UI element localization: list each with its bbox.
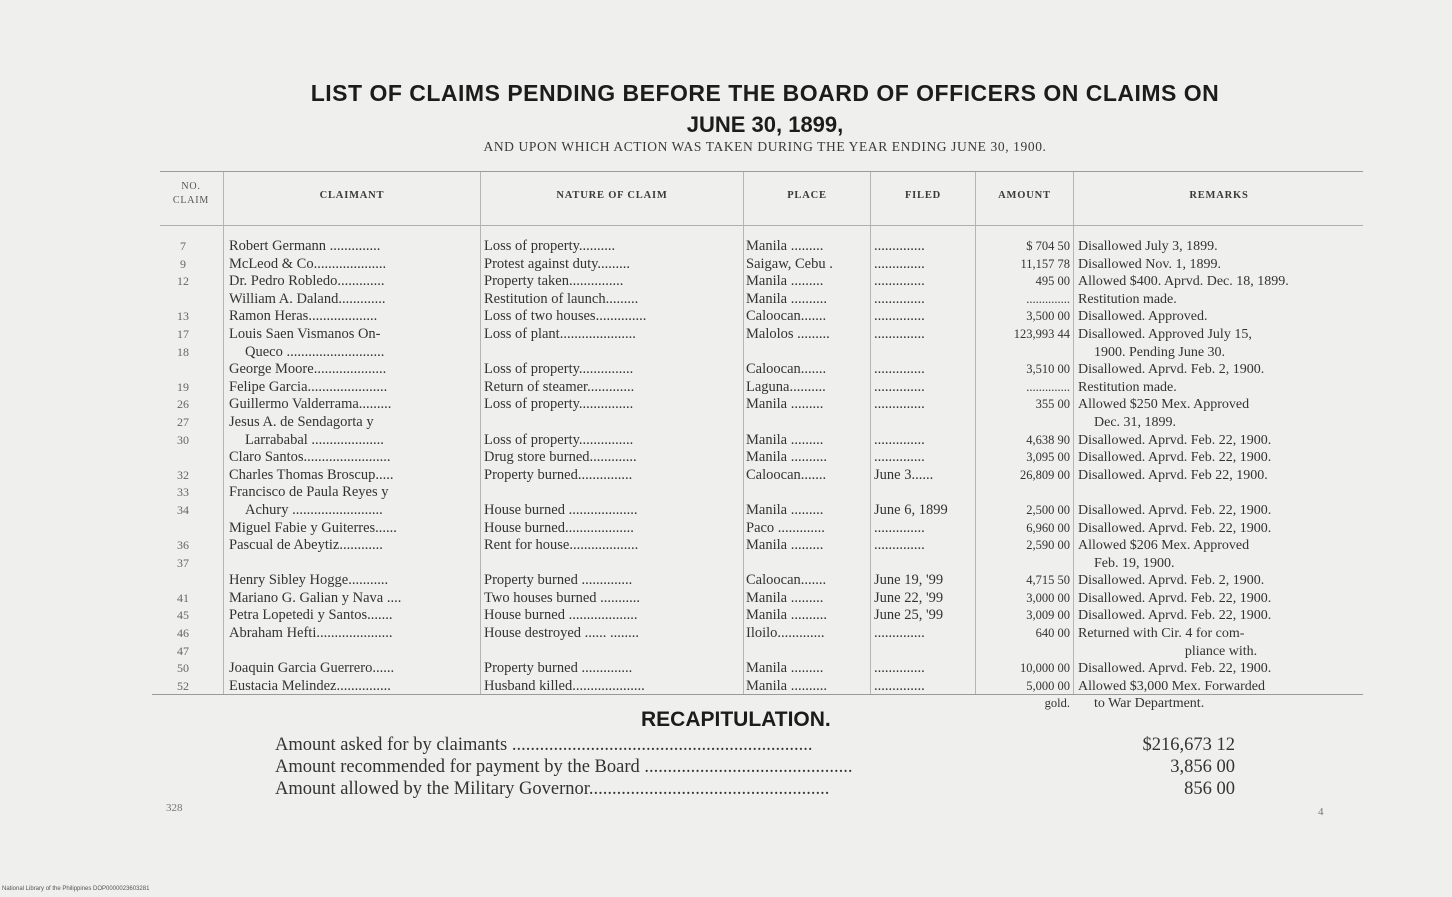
claim-amount: 2,500 00	[1026, 502, 1070, 517]
table-top-rule	[160, 171, 1363, 172]
page-number-right: 4	[1318, 806, 1324, 818]
claim-number: 47	[177, 643, 189, 658]
claim-nature: Restitution of launch.........	[484, 290, 639, 307]
claim-remark: Allowed $250 Mex. Approved	[1078, 397, 1250, 413]
recap-label: Amount asked for by claimants .................................................................	[275, 735, 813, 755]
claim-amount: 3,510 00	[1026, 362, 1070, 377]
claim-filed-date: ..............	[874, 255, 925, 272]
claim-amount: 3,095 00	[1026, 450, 1070, 465]
claim-remark: Disallowed. Approved July 15,	[1078, 326, 1252, 342]
claim-number: 17	[177, 326, 189, 341]
claim-place: Saigaw, Cebu .	[746, 255, 833, 272]
page-number-left: 328	[166, 802, 183, 814]
claim-filed-date: ..............	[874, 396, 925, 413]
claimant-name: Francisco de Paula Reyes y	[229, 484, 389, 501]
claim-remark: Disallowed. Aprvd. Feb. 22, 1900.	[1078, 450, 1272, 466]
claimant-name: Robert Germann ..............	[229, 238, 381, 254]
column-filed	[874, 238, 974, 695]
claim-place: Laguna..........	[746, 378, 826, 395]
recap-value: 856 00	[1184, 779, 1235, 799]
claim-remark: Disallowed July 3, 1899.	[1078, 239, 1218, 254]
claim-filed-date: ..............	[874, 361, 925, 378]
claim-amount: 5,000 00	[1026, 678, 1070, 693]
claim-filed-date	[874, 643, 974, 661]
claim-nature: Loss of property...............	[484, 396, 634, 413]
recap-row	[275, 757, 1235, 781]
document-title-line2: JUNE 30, 1899,	[686, 112, 844, 137]
claim-amount	[978, 414, 1070, 432]
claim-number: 27	[177, 414, 189, 429]
claimant-name: Ramon Heras...................	[229, 308, 378, 325]
claim-number	[160, 291, 206, 309]
claim-amount: 26,809 00	[1020, 467, 1070, 482]
claimant-name: Eustacia Melindez...............	[229, 677, 391, 694]
claim-filed-date: June 22, '99	[874, 589, 944, 606]
claim-nature: Loss of property..........	[484, 238, 616, 254]
claim-number: 41	[177, 590, 189, 605]
claim-amount: 10,000 00	[1020, 661, 1070, 676]
column-claimants	[229, 238, 479, 695]
claim-place: Paco .............	[746, 519, 825, 536]
recap-value: $216,673 12	[1142, 735, 1235, 755]
claim-remark: to War Department.	[1094, 696, 1205, 712]
claim-nature: Loss of property...............	[484, 431, 634, 448]
claim-amount	[978, 344, 1070, 362]
claim-filed-date	[874, 555, 974, 573]
claimant-name: Queco ...........................	[245, 343, 385, 360]
claimant-name: Felipe Garcia......................	[229, 378, 388, 395]
claim-nature: Loss of two houses..............	[484, 308, 647, 325]
claim-remark: Disallowed. Aprvd. Feb. 22, 1900.	[1078, 661, 1272, 677]
claim-remark: 1900. Pending June 30.	[1094, 344, 1226, 360]
claim-place	[746, 484, 870, 502]
claim-nature	[484, 643, 742, 661]
claim-remark: Disallowed. Aprvd. Feb. 22, 1900.	[1078, 608, 1272, 624]
claim-place: Manila .........	[746, 537, 824, 554]
header-nature: NATURE OF CLAIM	[556, 190, 668, 201]
claim-nature	[484, 414, 742, 432]
claim-place: Caloocan.......	[746, 361, 827, 378]
claim-nature: House burned...................	[484, 519, 634, 536]
claim-remark: Disallowed. Aprvd. Feb. 2, 1900.	[1078, 362, 1265, 378]
claimant-name: Abraham Hefti.....................	[229, 625, 393, 642]
claim-nature: Loss of property...............	[484, 361, 634, 378]
claim-place: Manila .........	[746, 396, 824, 413]
claim-nature	[484, 484, 742, 502]
claim-number: 33	[177, 485, 189, 500]
recap-value: 3,856 00	[1170, 757, 1235, 777]
claimant-name: Achury .........................	[245, 501, 383, 518]
claim-remark: Disallowed. Aprvd. Feb. 2, 1900.	[1078, 573, 1265, 589]
claim-number	[160, 449, 206, 467]
claimant-name: Mariano G. Galian y Nava ....	[229, 589, 402, 606]
claimant-name: Jesus A. de Sendagorta y	[229, 413, 374, 430]
claim-filed-date: ..............	[874, 290, 925, 307]
claim-filed-date: ..............	[874, 537, 925, 554]
claim-place: Manila .........	[746, 501, 824, 518]
claim-number	[160, 520, 206, 538]
claim-filed-date: ..............	[874, 378, 925, 395]
claim-place: Caloocan.......	[746, 572, 827, 589]
column-divider	[480, 172, 481, 694]
claim-place: Malolos .........	[746, 325, 830, 342]
column-divider	[743, 172, 744, 694]
claim-nature: Drug store burned.............	[484, 449, 637, 466]
claim-place: Manila ..........	[746, 449, 827, 466]
claim-filed-date: ..............	[874, 308, 925, 325]
claimant-name: Claro Santos........................	[229, 449, 391, 466]
header-amount: AMOUNT	[998, 190, 1051, 201]
recap-label: Amount recommended for payment by the Board .............................................	[275, 757, 853, 777]
claim-filed-date	[874, 484, 974, 502]
claim-amount: 355 00	[1035, 397, 1070, 412]
claim-nature: Return of steamer.............	[484, 378, 635, 395]
claim-amount: gold.	[1044, 696, 1070, 711]
claimant-name: Joaquin Garcia Guerrero......	[229, 660, 395, 677]
claim-amount: 6,960 00	[1026, 520, 1070, 535]
header-remarks: REMARKS	[1189, 190, 1249, 201]
header-claim: CLAIM	[172, 195, 210, 206]
column-divider	[223, 172, 224, 694]
claim-place: Caloocan.......	[746, 308, 827, 325]
claim-place: Manila ..........	[746, 677, 827, 694]
claimant-name: William A. Daland.............	[229, 290, 386, 307]
column-place	[746, 238, 870, 695]
claim-number	[160, 361, 206, 379]
claim-filed-date	[874, 344, 974, 362]
claim-nature: Husband killed....................	[484, 677, 645, 694]
claim-remark: Restitution made.	[1078, 291, 1177, 307]
claim-filed-date: June 25, '99	[874, 607, 944, 624]
claim-amount: 3,009 00	[1026, 608, 1070, 623]
claim-place	[746, 643, 870, 661]
claim-filed-date: ..............	[874, 273, 925, 290]
header-claimant: CLAIMANT	[319, 190, 385, 201]
recap-row	[275, 735, 1235, 759]
claimant-name: Larrababal ....................	[245, 431, 384, 448]
header-place: PLACE	[787, 190, 827, 201]
claim-remark	[1078, 484, 1364, 502]
claim-number: 7	[180, 239, 186, 253]
table-header-rule	[160, 225, 1363, 226]
claimant-name: Charles Thomas Broscup.....	[229, 466, 394, 483]
claim-nature: House destroyed ...... ........	[484, 625, 640, 642]
claim-number: 52	[177, 678, 189, 693]
claimant-name: McLeod & Co....................	[229, 255, 387, 272]
claim-nature: House burned ...................	[484, 607, 638, 624]
claim-remark: Disallowed. Aprvd. Feb 22, 1900.	[1078, 467, 1268, 483]
claim-filed-date: ..............	[874, 431, 925, 448]
document-subtitle: AND UPON WHICH ACTION WAS TAKEN DURING THE YEAR ENDING JUNE 30, 1900.	[483, 139, 1047, 154]
claim-number: 36	[177, 538, 189, 553]
claim-amount	[978, 555, 1070, 573]
claim-amount: 495 00	[1035, 274, 1070, 289]
claim-filed-date: ..............	[874, 449, 925, 466]
claim-remark: Disallowed. Approved.	[1078, 309, 1208, 325]
claim-place: Manila .........	[746, 238, 824, 254]
claimant-name: Pascual de Abeytiz............	[229, 537, 383, 554]
claim-number: 50	[177, 661, 189, 676]
claim-remark: pliance with.	[1184, 643, 1258, 659]
claim-nature: Property burned ..............	[484, 660, 633, 677]
claimant-name: Dr. Pedro Robledo.............	[229, 273, 385, 290]
claim-filed-date: ..............	[874, 519, 925, 536]
claim-place	[746, 555, 870, 573]
claim-number: 45	[177, 608, 189, 623]
header-no-claim	[160, 180, 222, 208]
claim-amount: 2,590 00	[1026, 538, 1070, 553]
claim-number: 12	[177, 274, 189, 289]
claim-number: 46	[177, 626, 189, 641]
claim-filed-date: June 6, 1899	[874, 501, 948, 518]
claim-filed-date: ..............	[874, 677, 925, 694]
claimant-name	[229, 555, 479, 573]
claim-amount: $ 704 50	[1026, 239, 1070, 253]
claim-remark: Feb. 19, 1900.	[1094, 555, 1175, 571]
claim-remark: Allowed $400. Aprvd. Dec. 18, 1899.	[1078, 274, 1289, 290]
header-filed: FILED	[904, 190, 942, 201]
claim-filed-date	[874, 414, 974, 432]
claim-amount	[978, 484, 1070, 502]
column-divider	[975, 172, 976, 694]
column-nature	[484, 238, 742, 695]
claimant-name: Henry Sibley Hogge...........	[229, 572, 389, 589]
claim-remark: Disallowed. Aprvd. Feb. 22, 1900.	[1078, 590, 1272, 606]
claimant-name: Louis Saen Vismanos On-	[229, 325, 381, 342]
claim-amount: 640 00	[1035, 626, 1070, 641]
claimant-name	[229, 643, 479, 661]
claim-filed-date: June 19, '99	[874, 572, 944, 589]
claim-number: 9	[180, 256, 186, 271]
claim-number: 34	[177, 502, 189, 517]
claim-place	[746, 414, 870, 432]
claim-remark: Disallowed. Aprvd. Feb. 22, 1900.	[1078, 502, 1272, 518]
claim-remark: Returned with Cir. 4 for com-	[1078, 626, 1245, 642]
document-title-line1: LIST OF CLAIMS PENDING BEFORE THE BOARD OF OFFICERS ON CLAIMS ON	[310, 80, 1220, 106]
column-divider	[1073, 172, 1074, 694]
claim-place: Manila ..........	[746, 607, 827, 624]
recap-label: Amount allowed by the Military Governor....................................................	[275, 779, 830, 799]
claim-amount	[978, 643, 1070, 661]
footer-attribution: National Library of the Philippines DOP0000023603281	[2, 886, 150, 892]
claimant-name: Guillermo Valderrama.........	[229, 396, 392, 413]
column-amount	[978, 238, 1070, 713]
claim-place: Manila .........	[746, 589, 824, 606]
claim-nature	[484, 555, 742, 573]
claim-place: Manila .........	[746, 273, 824, 290]
claim-nature: Property burned ..............	[484, 572, 633, 589]
claim-nature: House burned ...................	[484, 501, 638, 518]
claim-nature: Two houses burned ...........	[484, 589, 641, 606]
claim-number: 37	[177, 555, 189, 570]
claim-remark: Dec. 31, 1899.	[1094, 414, 1177, 430]
claim-place: Caloocan.......	[746, 466, 827, 483]
claim-place: Manila .........	[746, 660, 824, 677]
claim-remark: Disallowed. Aprvd. Feb. 22, 1900.	[1078, 432, 1272, 448]
claim-number: 26	[177, 397, 189, 412]
claim-number: 30	[177, 432, 189, 447]
claim-amount: ..............	[1026, 291, 1070, 306]
claim-number: 32	[177, 467, 189, 482]
claim-place: Iloilo.............	[746, 625, 825, 642]
recap-title: RECAPITULATION.	[641, 708, 831, 731]
claim-nature	[484, 344, 742, 362]
claim-filed-date: ..............	[874, 660, 925, 677]
claim-amount: 4,715 50	[1026, 573, 1070, 588]
claim-filed-date: June 3......	[874, 466, 934, 483]
claim-amount: 123,993 44	[1013, 326, 1070, 341]
claim-place	[746, 344, 870, 362]
claim-amount: 4,638 90	[1026, 432, 1070, 447]
column-remarks	[1078, 238, 1364, 713]
claim-amount: ..............	[1026, 379, 1070, 394]
claim-remark: Disallowed Nov. 1, 1899.	[1078, 256, 1221, 272]
claim-remark: Restitution made.	[1078, 379, 1177, 395]
claim-nature: Protest against duty.........	[484, 255, 631, 272]
claimant-name: Miguel Fabie y Guiterres......	[229, 519, 397, 536]
claim-filed-date: ..............	[874, 238, 925, 254]
claim-remark: Disallowed. Aprvd. Feb. 22, 1900.	[1078, 520, 1272, 536]
recap-row	[275, 779, 1235, 803]
column-divider	[870, 172, 871, 694]
claim-filed-date: ..............	[874, 325, 925, 342]
column-claim-numbers	[160, 238, 206, 695]
claimant-name: Petra Lopetedi y Santos.......	[229, 607, 393, 624]
claim-nature: Rent for house...................	[484, 537, 639, 554]
claim-amount: 3,000 00	[1026, 590, 1070, 605]
claim-number: 18	[177, 344, 189, 359]
claim-filed-date: ..............	[874, 625, 925, 642]
header-no: NO.	[181, 181, 201, 192]
claim-remark: Allowed $3,000 Mex. Forwarded	[1078, 678, 1266, 694]
claim-amount: 11,157 78	[1020, 256, 1070, 271]
claim-number	[160, 572, 206, 590]
claim-place: Manila .........	[746, 431, 824, 448]
claim-amount: 3,500 00	[1026, 309, 1070, 324]
claim-nature: Property burned...............	[484, 466, 633, 483]
claimant-name: George Moore....................	[229, 361, 387, 378]
claim-number: 19	[177, 379, 189, 394]
claim-nature: Loss of plant.....................	[484, 325, 636, 342]
claim-remark: Allowed $206 Mex. Approved	[1078, 538, 1250, 554]
claim-nature: Property taken...............	[484, 273, 624, 290]
claim-number: 13	[177, 309, 189, 324]
claim-place: Manila ..........	[746, 290, 827, 307]
